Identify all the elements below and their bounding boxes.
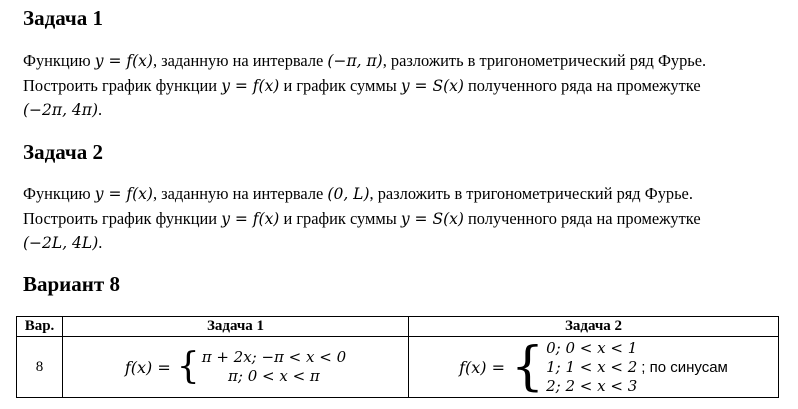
variant-heading: Вариант 8 <box>23 272 120 296</box>
task1-cases <box>202 348 346 386</box>
task2-line2: Построить график функции y = f(x) и график суммы y = S(x) полученного ряда на промежутке <box>23 208 701 228</box>
task1-case: π; 0 < x < π <box>228 367 320 385</box>
task2-cases <box>546 339 637 396</box>
task1-piecewise <box>125 348 346 386</box>
task2-line3: (−2L, 4L). <box>23 233 103 252</box>
table-header-row <box>17 317 779 337</box>
task2-case: 2; 2 < x < 3 <box>546 376 638 395</box>
task2-case: 0; 0 < x < 1 <box>546 338 638 357</box>
header-task2: Задача 2 <box>409 317 779 337</box>
task1-line2: Построить график функции y = f(x) и график суммы y = S(x) полученного ряда на промежутке <box>23 75 701 95</box>
task1-line1: Функцию y = f(x), заданную на интервале (−π, π), разложить в тригонометрический ряд Фурье. <box>23 51 707 70</box>
task2-line1: Функцию y = f(x), заданную на интервале (0, L), разложить в тригонометрический ряд Фурье. <box>23 184 693 203</box>
task1-line3: (−2π, 4π). <box>23 100 103 119</box>
task1-formula-cell <box>63 337 409 398</box>
task1-case: π + 2x; −π < x < 0 <box>201 348 347 366</box>
task2-lhs: f(x) = <box>459 357 506 377</box>
task1-heading: Задача 1 <box>23 6 103 30</box>
task2-formula-cell <box>409 337 779 398</box>
task2-brace: { <box>511 337 545 397</box>
task2-piecewise <box>459 339 728 396</box>
variant-table <box>16 316 779 398</box>
header-variant: Вар. <box>17 317 63 337</box>
task1-lhs: f(x) = <box>124 357 171 377</box>
task2-note: ; по синусам <box>641 358 728 376</box>
task2-case: 1; 1 < x < 2 <box>546 357 638 376</box>
task2-heading: Задача 2 <box>23 140 103 164</box>
header-task1: Задача 1 <box>63 317 409 337</box>
table-row <box>17 337 779 398</box>
task1-text <box>23 49 783 123</box>
variant-number: 8 <box>17 337 63 398</box>
task1-brace: { <box>176 346 200 387</box>
task2-text <box>23 182 783 256</box>
